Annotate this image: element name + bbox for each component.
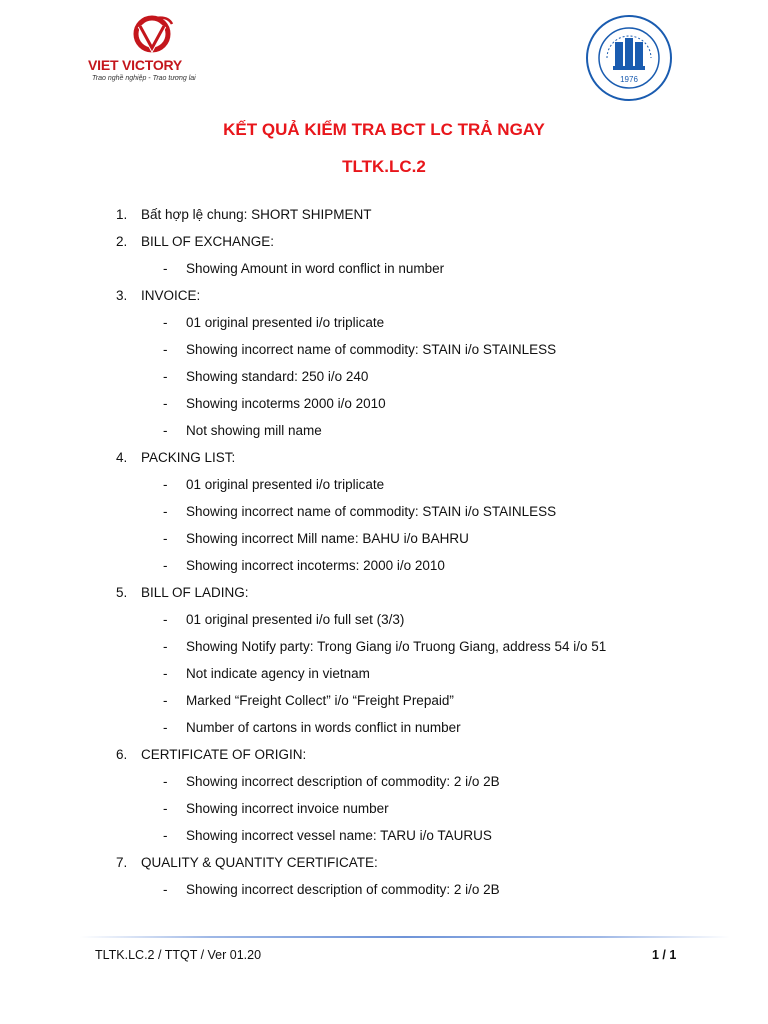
bullet-dash: -	[163, 477, 168, 492]
list-item	[0, 881, 768, 908]
list-item-text: Showing incorrect name of commodity: STAIN i/o STAINLESS	[186, 342, 557, 357]
list-item-text: Showing standard: 250 i/o 240	[186, 369, 369, 384]
section-number: 3.	[116, 288, 128, 303]
section-1	[0, 206, 768, 233]
bullet-dash: -	[163, 423, 168, 438]
bullet-dash: -	[163, 342, 168, 357]
section-label: INVOICE:	[141, 288, 201, 303]
bullet-dash: -	[163, 882, 168, 897]
seal-year: 1976	[620, 75, 638, 84]
section-label: QUALITY & QUANTITY CERTIFICATE:	[141, 855, 378, 870]
list-item-text: Showing Amount in word conflict in number	[186, 261, 445, 276]
list-item-text: Showing incorrect description of commodity: 2 i/o 2B	[186, 882, 500, 897]
section-label: Bất hợp lệ chung: SHORT SHIPMENT	[141, 207, 372, 222]
list-item	[0, 557, 768, 584]
bullet-dash: -	[163, 720, 168, 735]
section-label: BILL OF LADING:	[141, 585, 249, 600]
brand-slogan: Trao nghề nghiệp - Trao tương lai	[92, 75, 196, 82]
footer-divider	[80, 936, 730, 938]
section-7	[0, 854, 768, 881]
bullet-dash: -	[163, 801, 168, 816]
list-item-text: Showing incoterms 2000 i/o 2010	[186, 396, 386, 411]
bullet-dash: -	[163, 531, 168, 546]
bullet-dash: -	[163, 828, 168, 843]
list-item	[0, 665, 768, 692]
section-label: CERTIFICATE OF ORIGIN:	[141, 747, 307, 762]
list-item-text: Showing Notify party: Trong Giang i/o Truong Giang, address 54 i/o 51	[186, 639, 607, 654]
list-item	[0, 800, 768, 827]
list-item-text: 01 original presented i/o full set (3/3)	[186, 612, 405, 627]
bullet-dash: -	[163, 315, 168, 330]
section-3	[0, 287, 768, 314]
bullet-dash: -	[163, 693, 168, 708]
list-item	[0, 638, 768, 665]
section-number: 7.	[116, 855, 128, 870]
list-item	[0, 395, 768, 422]
list-item	[0, 314, 768, 341]
bullet-dash: -	[163, 558, 168, 573]
list-item	[0, 341, 768, 368]
list-item-text: Showing incorrect Mill name: BAHU i/o BAHRU	[186, 531, 469, 546]
bullet-dash: -	[163, 612, 168, 627]
university-seal-logo	[585, 14, 673, 102]
bullet-dash: -	[163, 369, 168, 384]
brand-name: VIET VICTORY	[88, 57, 183, 73]
list-item	[0, 530, 768, 557]
list-item	[0, 476, 768, 503]
list-item	[0, 773, 768, 800]
list-item-text: Showing incorrect invoice number	[186, 801, 389, 816]
viet-victory-logo-icon	[116, 12, 188, 58]
bullet-dash: -	[163, 666, 168, 681]
list-item-text: 01 original presented i/o triplicate	[186, 315, 385, 330]
document-title: KẾT QUẢ KIỂM TRA BCT LC TRẢ NGAY	[223, 120, 545, 139]
list-item-text: Showing incorrect incoterms: 2000 i/o 2010	[186, 558, 445, 573]
section-number: 2.	[116, 234, 128, 249]
list-item-text: Marked “Freight Collect” i/o “Freight Prepaid”	[186, 693, 454, 708]
section-4	[0, 449, 768, 476]
list-item	[0, 422, 768, 449]
bullet-dash: -	[163, 261, 168, 276]
document-code: TLTK.LC.2	[342, 157, 426, 176]
list-item-text: Showing incorrect vessel name: TARU i/o TAURUS	[186, 828, 492, 843]
list-item	[0, 260, 768, 287]
section-2	[0, 233, 768, 260]
list-item-text: Showing incorrect name of commodity: STAIN i/o STAINLESS	[186, 504, 557, 519]
list-item	[0, 368, 768, 395]
section-number: 5.	[116, 585, 128, 600]
section-5	[0, 584, 768, 611]
list-item-text: 01 original presented i/o triplicate	[186, 477, 385, 492]
footer-document-ref: TLTK.LC.2 / TTQT / Ver 01.20	[95, 948, 262, 962]
list-item-text: Not indicate agency in vietnam	[186, 666, 370, 681]
viet-victory-logo	[88, 12, 218, 82]
list-item-text: Number of cartons in words conflict in number	[186, 720, 461, 735]
section-label: BILL OF EXCHANGE:	[141, 234, 275, 249]
section-number: 6.	[116, 747, 128, 762]
list-item	[0, 719, 768, 746]
university-seal-icon	[585, 14, 673, 102]
list-item	[0, 503, 768, 530]
footer-page-number: 1 / 1	[652, 948, 677, 962]
section-6	[0, 746, 768, 773]
bullet-dash: -	[163, 396, 168, 411]
bullet-dash: -	[163, 639, 168, 654]
section-number: 1.	[116, 207, 128, 222]
list-item-text: Not showing mill name	[186, 423, 322, 438]
list-item	[0, 692, 768, 719]
bullet-dash: -	[163, 774, 168, 789]
section-label: PACKING LIST:	[141, 450, 236, 465]
discrepancy-list	[0, 206, 768, 908]
list-item-text: Showing incorrect description of commodity: 2 i/o 2B	[186, 774, 500, 789]
section-number: 4.	[116, 450, 128, 465]
bullet-dash: -	[163, 504, 168, 519]
list-item	[0, 611, 768, 638]
list-item	[0, 827, 768, 854]
